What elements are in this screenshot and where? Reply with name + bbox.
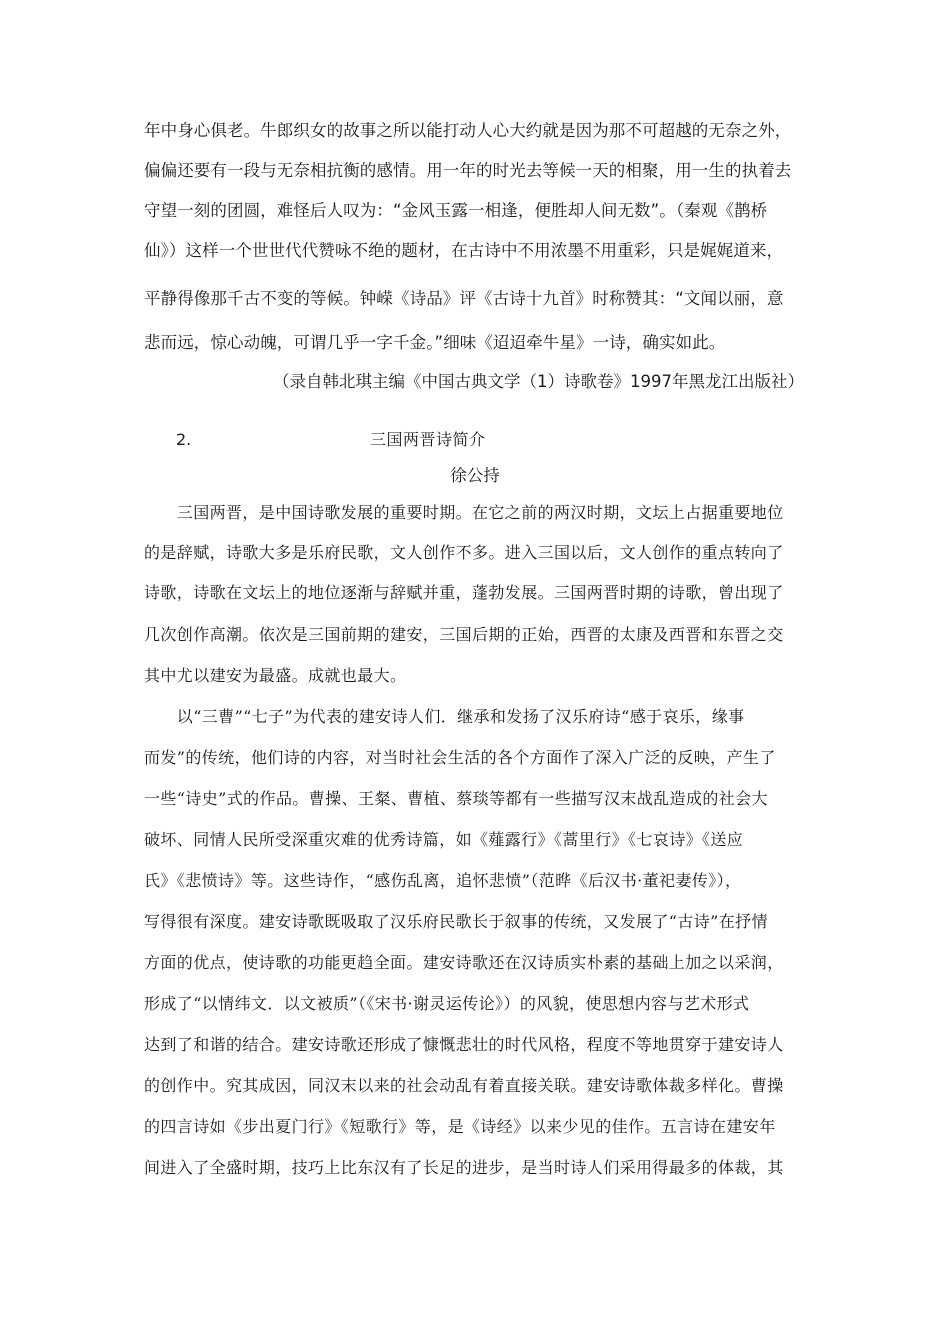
article2-line-5: 其中尤以建安为最盛。成就也最大。 (144, 666, 407, 685)
article2-line-11: 写得很有深度。建安诗歌既吸取了汉乐府民歌长于叙事的传统，又发展了“古诗”在抒情 (144, 912, 768, 931)
article2-line-6: 以“三曹”“七子”为代表的建安诗人们．继承和发扬了汉乐府诗“感于哀乐，缘事 (144, 707, 745, 726)
article2-line-2: 的是辞赋，诗歌大多是乐府民歌，文人创作不多。进入三国以后，文人创作的重点转向了 (144, 543, 784, 562)
article2-line-17: 间进入了全盛时期，技巧上比东汉有了长足的进步，是当时诗人们采用得最多的体裁，其 (144, 1158, 784, 1177)
article2-line-1: 三国两晋，是中国诗歌发展的重要时期。在它之前的两汉时期，文坛上占据重要地位 (144, 503, 784, 522)
article2-line-13: 形成了“以情纬文．以文被质”（《宋书·谢灵运传论》）的风貌，使思想内容与艺术形式 (144, 994, 750, 1013)
article1-line-6: 悲而远，惊心动魄，可谓几乎一字千金。”细味《迢迢牵牛星》一诗，确实如此。 (144, 333, 726, 352)
article2-line-7: 而发”的传统，他们诗的内容，对当时社会生活的各个方面作了深入广泛的反映，产生了 (144, 748, 776, 767)
article2-line-10: 氏》《悲愤诗》等。这些诗作，“感伤乱离，追怀悲愤”（范晔《后汉书·董祀妻传》）， (144, 871, 742, 890)
article1-line-5: 平静得像那千古不变的等候。钟嵘《诗品》评《古诗十九首》时称赞其：“文闻以丽，意 (144, 289, 784, 308)
article1-line-3: 守望一刻的团圆，难怪后人叹为：“金风玉露一相逢，便胜却人间无数”。（秦观《鹊桥 (144, 201, 768, 220)
article1-line-2: 偏偏还要有一段与无奈相抗衡的感情。用一年的时光去等候一天的相聚，用一生的执着去 (144, 161, 792, 180)
article-author: 徐公持 (450, 466, 500, 485)
article2-line-4: 几次创作高潮。依次是三国前期的建安，三国后期的正始，西晋的太康及西晋和东晋之交 (144, 625, 784, 644)
article1-source-citation: （录自韩北琪主编《中国古典文学（1）诗歌卷》1997年黑龙江出版社） (273, 372, 804, 391)
article1-line-4: 仙》）这样一个世世代代赞咏不绝的题材，在古诗中不用浓墨不用重彩，只是娓娓道来， (144, 241, 784, 260)
article2-line-15: 的创作中。究其成因，同汉末以来的社会动乱有着直接关联。建安诗歌体裁多样化。曹操 (144, 1076, 784, 1095)
section-title: 三国两晋诗简介 (370, 430, 486, 449)
section-number: 2. (176, 430, 192, 449)
article1-line-1: 年中身心俱老。牛郎织女的故事之所以能打动人心大约就是因为那不可超越的无奈之外， (144, 121, 792, 140)
article2-line-16: 的四言诗如《步出夏门行》《短歌行》等，是《诗经》以来少见的佳作。五言诗在建安年 (144, 1117, 776, 1136)
article2-line-12: 方面的优点，使诗歌的功能更趋全面。建安诗歌还在汉诗质实朴素的基础上加之以采润， (144, 953, 784, 972)
article2-line-9: 破坏、同情人民所受深重灾难的优秀诗篇，如《薤露行》《蒿里行》《七哀诗》《送应 (144, 830, 744, 849)
article2-line-3: 诗歌，诗歌在文坛上的地位逐渐与辞赋并重，蓬勃发展。三国两晋时期的诗歌，曾出现了 (144, 583, 784, 602)
article2-line-8: 一些“诗史”式的作品。曹操、王粲、曹植、蔡琰等都有一些描写汉末战乱造成的社会大 (144, 789, 768, 808)
article2-line-14: 达到了和谐的结合。建安诗歌还形成了慷慨悲壮的时代风格，程度不等地贯穿于建安诗人 (144, 1035, 784, 1054)
